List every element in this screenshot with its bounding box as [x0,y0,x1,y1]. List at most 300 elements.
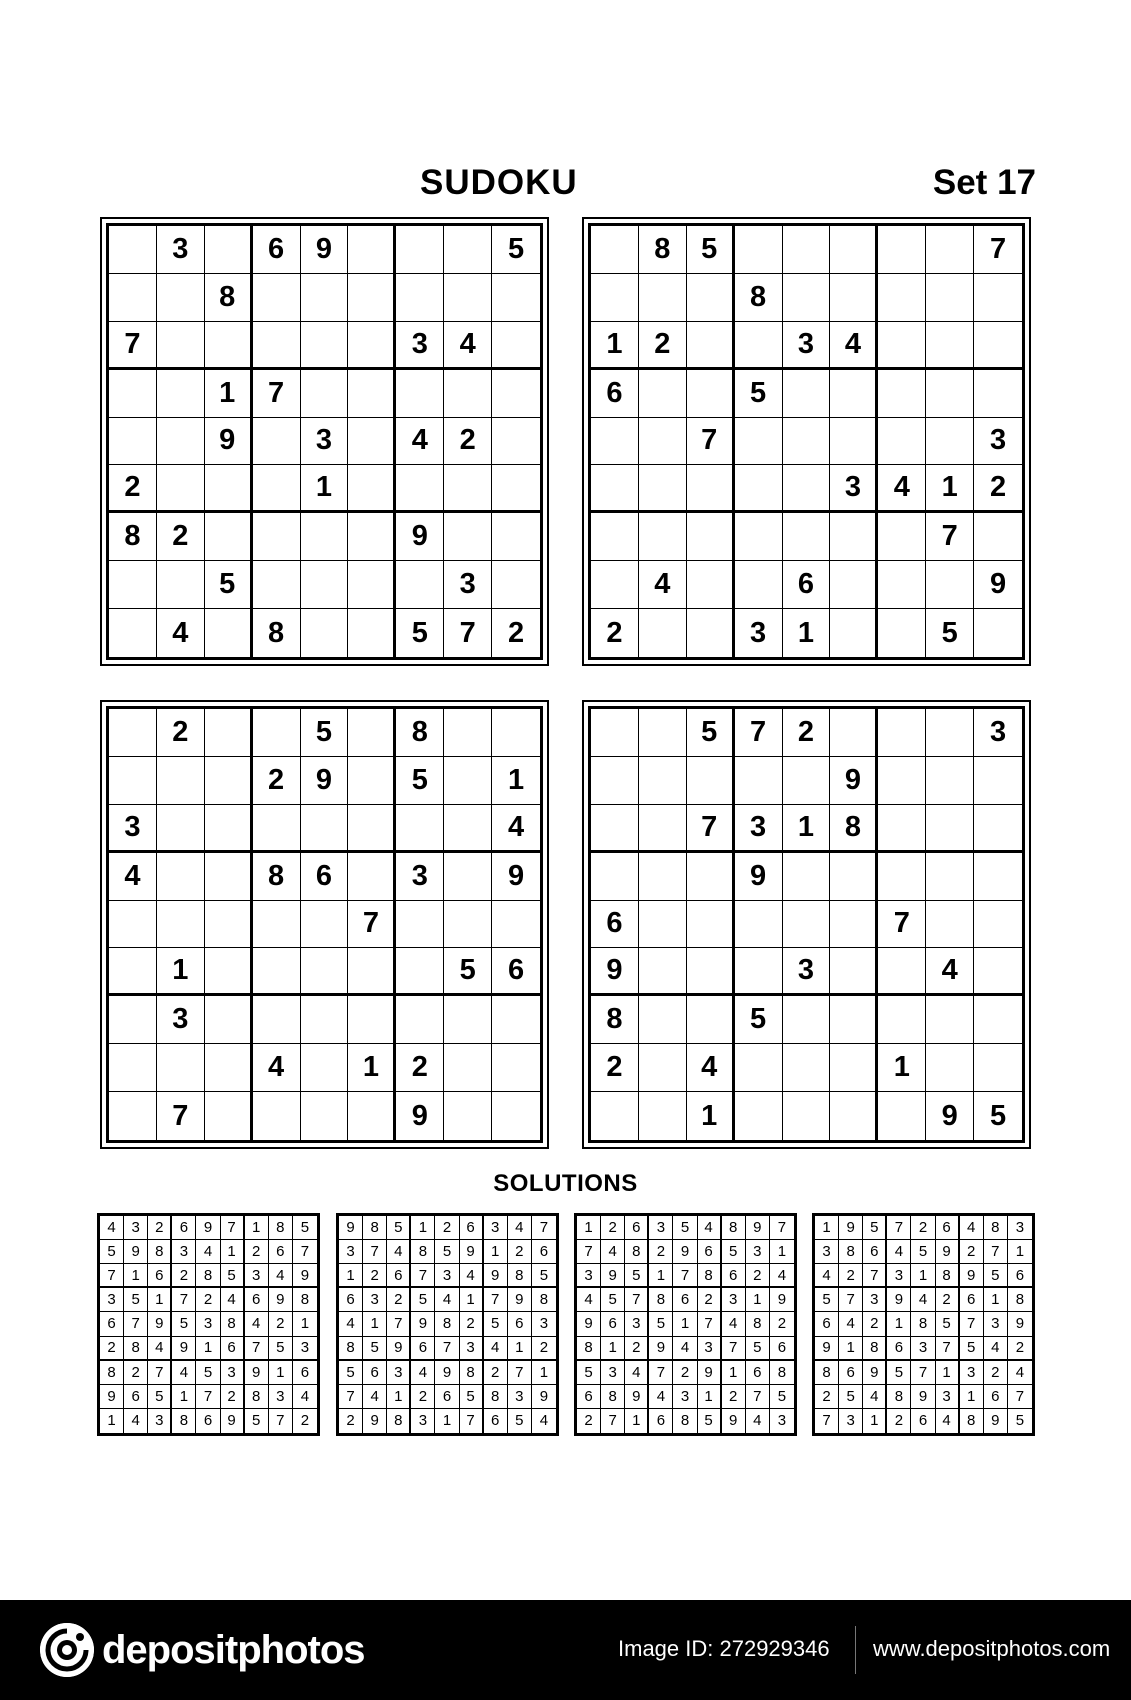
puzzle-cell [444,370,492,418]
solution-cell: 2 [148,1216,172,1240]
puzzle-cell [639,1044,687,1092]
solution-cell: 5 [936,1312,960,1336]
puzzle-cell [639,609,687,657]
solution-cell: 8 [411,1240,435,1264]
solution-cell: 1 [984,1288,1008,1312]
solution-cell: 3 [148,1409,172,1433]
puzzle-cell [444,853,492,901]
puzzle-cell [157,322,205,370]
solution-cell: 2 [839,1264,863,1288]
puzzle-cell: 8 [830,805,878,853]
puzzle-cell [157,274,205,322]
solution-cell: 3 [960,1361,984,1385]
solution-cell: 3 [460,1337,484,1361]
puzzle-cell: 5 [687,226,735,274]
solution-cell: 4 [221,1288,245,1312]
solution-cell: 7 [839,1288,863,1312]
puzzle-cell [639,513,687,561]
puzzle-cell [157,805,205,853]
solution-cell: 7 [339,1385,363,1409]
solution-cell: 9 [863,1361,887,1385]
solution-cell: 5 [269,1337,293,1361]
puzzle-cell [205,709,253,757]
puzzle-cell [878,757,926,805]
puzzle-cell [301,322,349,370]
solution-cell: 9 [411,1312,435,1336]
solution-cell: 6 [435,1385,459,1409]
solution-cell: 4 [196,1240,220,1264]
puzzle-cell [830,370,878,418]
puzzle-cell [926,370,974,418]
solution-cell: 2 [363,1264,387,1288]
sudoku-puzzle-1 [100,217,549,666]
solution-cell: 7 [673,1264,697,1288]
puzzle-cell [301,1044,349,1092]
solution-cell: 2 [960,1240,984,1264]
solution-cell: 6 [698,1240,722,1264]
puzzle-cell [109,226,157,274]
solution-cell: 7 [984,1240,1008,1264]
solution-cell: 5 [673,1216,697,1240]
puzzle-cell [253,805,301,853]
solution-cell: 5 [339,1361,363,1385]
puzzle-cell [687,322,735,370]
solution-cell: 2 [196,1288,220,1312]
solution-cell: 5 [508,1409,532,1433]
solution-cell: 6 [984,1385,1008,1409]
solution-cell: 6 [269,1240,293,1264]
puzzle-cell: 9 [591,948,639,996]
solution-cell: 5 [746,1337,770,1361]
solution-cell: 6 [508,1312,532,1336]
puzzle-cell [109,561,157,609]
puzzle-cell: 2 [157,513,205,561]
solution-cell: 3 [777,1412,787,1430]
puzzle-cell: 8 [396,709,444,757]
solution-cell: 8 [387,1409,411,1433]
puzzle-cell: 5 [926,609,974,657]
puzzle-cell [639,709,687,757]
solution-cell: 7 [770,1216,794,1240]
puzzle-cell [878,853,926,901]
solution-cell: 1 [269,1361,293,1385]
puzzle-cell: 6 [301,853,349,901]
puzzle-cell: 2 [396,1044,444,1092]
solution-cell: 2 [100,1337,124,1361]
puzzle-cell [348,561,396,609]
solution-cell: 1 [625,1409,649,1433]
solution-cell: 7 [1008,1385,1032,1409]
solution-cell: 7 [363,1240,387,1264]
solution-cell: 3 [172,1240,196,1264]
solution-cell: 9 [1008,1312,1032,1336]
solution-cell: 4 [601,1240,625,1264]
solution-cell: 9 [124,1240,148,1264]
puzzle-cell [974,322,1022,370]
puzzle-cell: 5 [301,709,349,757]
solution-cell: 9 [673,1240,697,1264]
sudoku-puzzle-4 [582,700,1031,1149]
puzzle-cell [253,274,301,322]
puzzle-cell [444,274,492,322]
puzzle-cell [301,996,349,1044]
puzzle-cell [444,901,492,949]
puzzle-cell [926,901,974,949]
solution-cell: 8 [601,1385,625,1409]
solution-cell: 1 [293,1312,317,1336]
solution-cell: 8 [100,1361,124,1385]
solution-cell: 8 [339,1337,363,1361]
puzzle-cell [348,609,396,657]
solution-cell: 1 [460,1288,484,1312]
puzzle-cell [974,513,1022,561]
solution-cell: 4 [815,1264,839,1288]
solution-cell: 6 [221,1337,245,1361]
solution-cell: 8 [625,1240,649,1264]
puzzle-cell: 9 [492,853,540,901]
solution-cell: 1 [411,1216,435,1240]
solution-cell: 3 [577,1264,601,1288]
puzzle-cell [348,996,396,1044]
puzzle-cell [639,274,687,322]
solution-cell: 5 [532,1264,556,1288]
solution-cell: 8 [577,1337,601,1361]
puzzle-cell [348,418,396,466]
solution-cell: 1 [649,1264,673,1288]
puzzle-cell [926,322,974,370]
puzzle-cell [783,226,831,274]
puzzle-cell [205,226,253,274]
solution-cell: 6 [148,1264,172,1288]
solution-cell: 1 [722,1361,746,1385]
solution-cell: 4 [245,1312,269,1336]
solution-cell: 2 [984,1361,1008,1385]
solution-cell: 9 [363,1409,387,1433]
solution-cell: 3 [863,1288,887,1312]
puzzle-cell [444,1044,492,1092]
solution-cell: 6 [746,1361,770,1385]
solution-cell: 7 [863,1264,887,1288]
solution-cell: 8 [960,1409,984,1433]
puzzle-cell [109,1092,157,1140]
puzzle-cell: 1 [878,1044,926,1092]
puzzle-cell [348,1092,396,1140]
puzzle-cell [974,996,1022,1044]
solution-cell: 9 [698,1361,722,1385]
solution-cell: 2 [936,1288,960,1312]
puzzle-cell: 1 [783,609,831,657]
solution-cell: 9 [601,1264,625,1288]
puzzle-cell [109,609,157,657]
solution-cell: 4 [770,1264,794,1288]
puzzle-cell [301,805,349,853]
puzzle-cell: 2 [109,465,157,513]
solution-cell: 7 [936,1337,960,1361]
puzzle-cell: 8 [109,513,157,561]
solution-cell: 4 [698,1216,722,1240]
sudoku-puzzle-2 [582,217,1031,666]
solution-cell: 3 [484,1216,508,1240]
puzzle-cell: 6 [492,948,540,996]
solution-cell: 5 [887,1361,911,1385]
site-link[interactable]: www.depositphotos.com [873,1636,1111,1661]
solution-cell: 7 [293,1240,317,1264]
solution-cell: 5 [815,1288,839,1312]
puzzle-cell [878,322,926,370]
solution-cell: 7 [625,1288,649,1312]
solution-cell: 2 [460,1312,484,1336]
solution-cell: 1 [508,1337,532,1361]
solution-cells [815,1216,1032,1433]
puzzle-cell [109,370,157,418]
solution-cell: 8 [673,1409,697,1433]
solution-cell: 5 [698,1409,722,1433]
puzzle-cell: 9 [830,757,878,805]
puzzle-cell [253,996,301,1044]
solution-cell: 5 [911,1240,935,1264]
solution-cell: 3 [649,1216,673,1240]
solution-cell: 7 [411,1264,435,1288]
puzzle-cell: 6 [591,370,639,418]
puzzle-cell: 3 [301,418,349,466]
solution-cell: 5 [722,1240,746,1264]
puzzle-cell [157,757,205,805]
puzzle-cell [639,901,687,949]
puzzle-cell [687,274,735,322]
solution-cell: 2 [673,1361,697,1385]
solution-cell: 2 [863,1312,887,1336]
solution-cell: 8 [221,1312,245,1336]
puzzle-cell [639,853,687,901]
puzzle-cell: 1 [926,465,974,513]
solution-cell: 2 [911,1216,935,1240]
solution-cell: 4 [625,1361,649,1385]
solution-cell: 8 [936,1264,960,1288]
puzzle-cell [639,996,687,1044]
solution-cell: 5 [601,1288,625,1312]
puzzle-cell: 5 [735,996,783,1044]
solution-cell: 7 [577,1240,601,1264]
solution-cell: 5 [124,1288,148,1312]
puzzle-cell [205,948,253,996]
depositphotos-logo[interactable] [40,1622,365,1678]
solution-cell: 4 [100,1216,124,1240]
puzzle-cell [109,418,157,466]
solution-cell: 8 [293,1288,317,1312]
solution-cell: 5 [770,1385,794,1409]
puzzle-cell [974,901,1022,949]
puzzle-cell [492,901,540,949]
puzzle-cell [205,901,253,949]
solution-cell: 6 [577,1385,601,1409]
puzzle-cell [735,948,783,996]
solution-cell: 2 [698,1288,722,1312]
solution-cell: 4 [411,1361,435,1385]
solution-cell: 7 [746,1385,770,1409]
puzzle-cell [735,561,783,609]
solution-cell: 9 [984,1409,1008,1433]
puzzle-cell [735,513,783,561]
page-title: SUDOKU [420,163,578,202]
solution-cell: 8 [245,1385,269,1409]
puzzle-cell [591,561,639,609]
puzzle-cell [444,709,492,757]
solution-cell: 6 [411,1337,435,1361]
solution-cell: 5 [1015,1412,1025,1430]
puzzle-cell [974,1044,1022,1092]
solution-cell: 2 [722,1385,746,1409]
puzzle-cell: 3 [974,709,1022,757]
solution-cell: 3 [839,1409,863,1433]
solution-cell: 6 [649,1409,673,1433]
puzzle-cell [735,757,783,805]
solution-cell: 3 [673,1385,697,1409]
puzzle-cell: 9 [396,513,444,561]
solution-cell: 3 [1008,1216,1032,1240]
puzzle-cell [830,901,878,949]
puzzle-cell: 5 [205,561,253,609]
solution-cell: 1 [484,1240,508,1264]
puzzle-cell [926,709,974,757]
solution-cell: 3 [911,1337,935,1361]
puzzle-cell [878,805,926,853]
puzzle-cell: 7 [157,1092,205,1140]
puzzle-cell: 9 [396,1092,444,1140]
puzzle-cell: 5 [444,948,492,996]
solution-cell: 5 [960,1337,984,1361]
solution-cell: 9 [532,1385,556,1409]
puzzle-cell [157,465,205,513]
puzzle-cell [301,513,349,561]
solution-cell: 4 [673,1337,697,1361]
solution-cell: 9 [387,1337,411,1361]
solution-cell: 8 [911,1312,935,1336]
solution-cell: 6 [770,1337,794,1361]
solution-cell: 4 [269,1264,293,1288]
puzzle-cell [253,418,301,466]
solution-cell: 4 [746,1409,770,1433]
puzzle-cell [396,370,444,418]
solution-cell: 9 [245,1361,269,1385]
solution-cell: 8 [746,1312,770,1336]
solution-cell: 9 [484,1264,508,1288]
puzzle-cell [830,853,878,901]
puzzle-cell: 3 [157,996,205,1044]
puzzle-cell: 4 [878,465,926,513]
puzzle-cell [301,274,349,322]
puzzle-cell [830,709,878,757]
solution-cell: 4 [936,1409,960,1433]
puzzle-cell [253,561,301,609]
puzzle-cell [348,948,396,996]
solution-cell: 1 [435,1409,459,1433]
puzzle-cell: 4 [639,561,687,609]
solution-cell: 7 [172,1288,196,1312]
puzzle-cell [926,226,974,274]
solution-cell: 6 [722,1264,746,1288]
solution-cell: 4 [539,1412,549,1430]
puzzle-cell: 3 [444,561,492,609]
puzzle-cell [878,226,926,274]
solution-cell: 2 [387,1288,411,1312]
puzzle-cell [591,853,639,901]
puzzle-cell [301,901,349,949]
solution-cell: 7 [221,1216,245,1240]
puzzle-cell [735,418,783,466]
puzzle-cell [974,370,1022,418]
puzzle-cell [205,853,253,901]
puzzle-cell: 2 [783,709,831,757]
solution-cell: 5 [245,1409,269,1433]
puzzle-cell [639,1092,687,1140]
puzzle-cell: 4 [444,322,492,370]
solution-cell: 5 [460,1385,484,1409]
solution-cell: 3 [984,1312,1008,1336]
solution-cell: 2 [435,1216,459,1240]
puzzle-cell [974,757,1022,805]
solution-cell: 6 [625,1216,649,1240]
puzzle-cell [591,1092,639,1140]
puzzle-cell [301,1092,349,1140]
image-id: Image ID: 272929346 [618,1636,830,1661]
solution-cell: 1 [911,1264,935,1288]
puzzle-cell [591,465,639,513]
puzzle-cell [492,1092,540,1140]
puzzle-cell [783,465,831,513]
puzzle-cell [396,561,444,609]
puzzle-cell [783,418,831,466]
solution-cell: 3 [815,1240,839,1264]
solution-cell: 6 [339,1288,363,1312]
solution-cell: 7 [269,1409,293,1433]
solution-cell: 8 [984,1216,1008,1240]
puzzle-cell [783,757,831,805]
puzzle-cell: 3 [974,418,1022,466]
puzzle-cell [687,609,735,657]
puzzle-cell [301,948,349,996]
puzzle-cell [109,1044,157,1092]
solution-cell: 5 [411,1288,435,1312]
solution-cell: 9 [649,1337,673,1361]
puzzle-cell [253,322,301,370]
puzzle-cell [492,561,540,609]
puzzle-cell: 5 [396,609,444,657]
solution-cell: 4 [839,1312,863,1336]
puzzle-cell: 9 [301,757,349,805]
puzzle-cell [687,948,735,996]
puzzle-cell [444,757,492,805]
puzzle-cell [253,513,301,561]
solution-cell: 3 [625,1312,649,1336]
puzzle-cell [926,418,974,466]
puzzle-cell [687,513,735,561]
solution-cell: 2 [300,1412,310,1430]
puzzle-cell [492,274,540,322]
sudoku-puzzle-3 [100,700,549,1149]
solution-cell: 1 [887,1312,911,1336]
puzzle-grid [588,706,1025,1143]
logo-text: depositphotos [102,1627,365,1672]
solution-cell: 6 [100,1312,124,1336]
puzzle-cell: 3 [783,948,831,996]
puzzle-cell [396,901,444,949]
solution-cell: 6 [293,1361,317,1385]
puzzle-cell: 6 [783,561,831,609]
puzzle-cell [109,274,157,322]
solution-cell: 9 [293,1264,317,1288]
solution-cell: 7 [601,1409,625,1433]
puzzle-cell [444,513,492,561]
